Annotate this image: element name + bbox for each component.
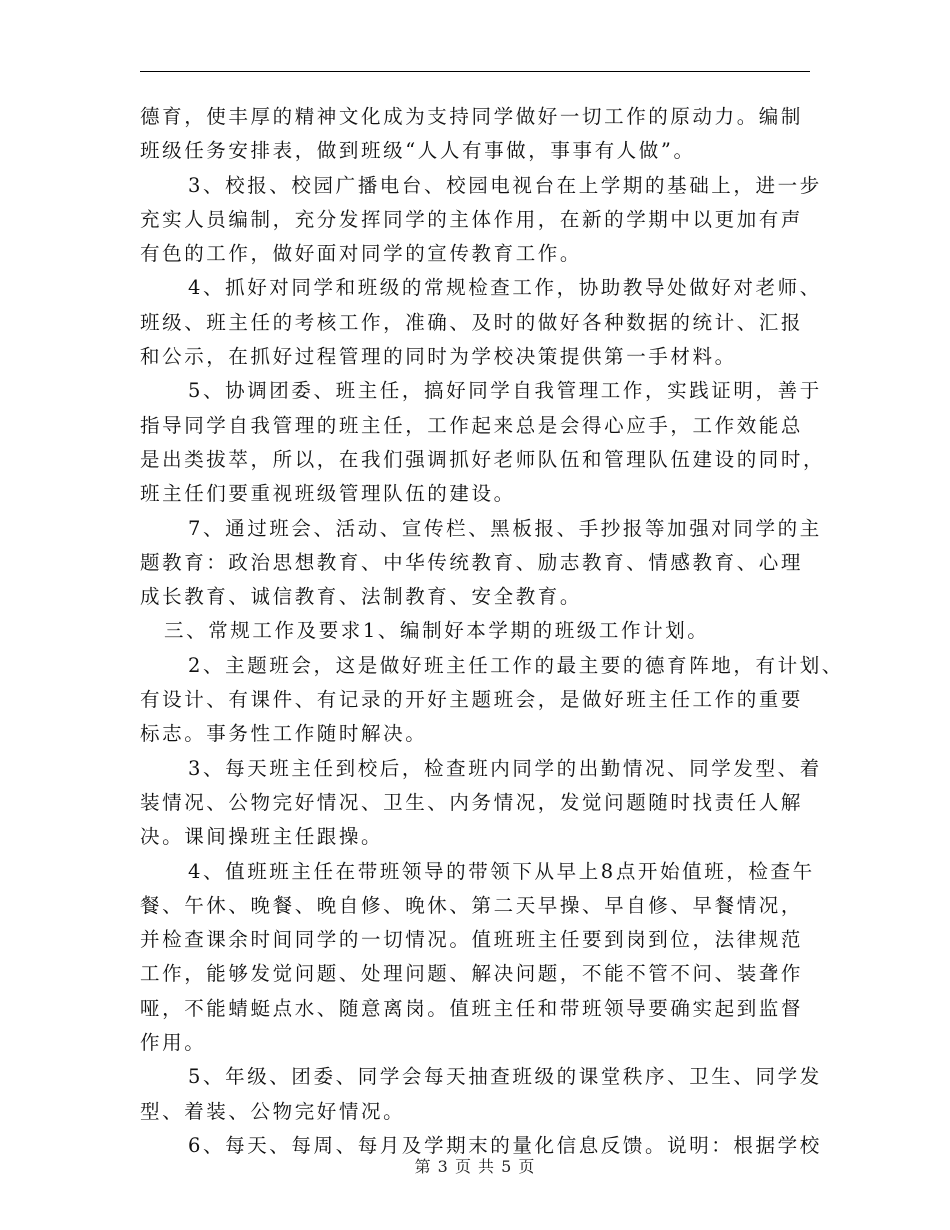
text-line: 哑，不能蜻蜓点水、随意离岗。值班主任和带班领导要确实起到监督	[140, 996, 804, 1020]
text-line: 有色的工作，做好面对同学的宣传教育工作。	[140, 242, 583, 266]
text-line: 成长教育、诚信教育、法制教育、安全教育。	[140, 585, 583, 609]
text-line: 3、每天班主任到校后，检查班内同学的出勤情况、同学发型、着	[188, 756, 822, 780]
text-line: 指导同学自我管理的班主任，工作起来总是会得心应手，工作效能总	[140, 413, 804, 437]
text-line: 决。课间操班主任跟操。	[140, 825, 384, 849]
text-line: 充实人员编制，充分发挥同学的主体作用，在新的学期中以更加有声	[140, 207, 804, 231]
text-line: 是出类拔萃，所以，在我们强调抓好老师队伍和管理队伍建设的同时，	[140, 447, 826, 471]
text-line: 并检查课余时间同学的一切情况。值班班主任要到岗到位，法律规范	[140, 928, 804, 952]
text-line: 标志。事务性工作随时解决。	[140, 722, 428, 746]
text-line: 班主任们要重视班级管理队伍的建设。	[140, 482, 516, 506]
page-number: 第 3 页 共 5 页	[414, 1157, 536, 1176]
header-rule	[140, 71, 810, 72]
document-body	[140, 100, 844, 1163]
text-line: 班级、班主任的考核工作，准确、及时的做好各种数据的统计、汇报	[140, 310, 804, 334]
text-line: 4、抓好对同学和班级的常规检查工作，协助教导处做好对老师、	[188, 276, 822, 300]
text-line: 3、校报、校园广播电台、校园电视台在上学期的基础上，进一步	[188, 173, 822, 197]
text-line: 5、协调团委、班主任，搞好同学自我管理工作，实践证明，善于	[188, 379, 822, 403]
text-line: 题教育：政治思想教育、中华传统教育、励志教育、情感教育、心理	[140, 550, 804, 574]
text-line: 作用。	[140, 1031, 207, 1055]
text-line: 三、常规工作及要求1、编制好本学期的班级工作计划。	[164, 619, 710, 643]
text-line: 型、着装、公物完好情况。	[140, 1099, 406, 1123]
text-line: 2、主题班会，这是做好班主任工作的最主要的德育阵地，有计划、	[188, 653, 844, 677]
text-line: 有设计、有课件、有记录的开好主题班会，是做好班主任工作的重要	[140, 688, 804, 712]
text-line: 德育，使丰厚的精神文化成为支持同学做好一切工作的原动力。编制	[140, 105, 804, 128]
text-line: 7、通过班会、活动、宣传栏、黑板报、手抄报等加强对同学的主	[188, 516, 822, 540]
text-line: 班级任务安排表，做到班级“人人有事做，事事有人做”。	[140, 139, 696, 163]
text-line: 餐、午休、晚餐、晚自修、晚休、第二天早操、早自修、早餐情况，	[140, 893, 804, 917]
text-line: 工作，能够发觉问题、处理问题、解决问题，不能不管不问、装聋作	[140, 962, 804, 986]
text-line: 和公示，在抓好过程管理的同时为学校决策提供第一手材料。	[140, 345, 737, 369]
text-line: 5、年级、团委、同学会每天抽查班级的课堂秩序、卫生、同学发	[188, 1065, 822, 1089]
text-line: 4、值班班主任在带班领导的带领下从早上8点开始值班，检查午	[188, 859, 815, 883]
text-line: 装情况、公物完好情况、卫生、内务情况，发觉问题随时找责任人解	[140, 790, 804, 814]
text-line: 6、每天、每周、每月及学期末的量化信息反馈。说明：根据学校	[188, 1133, 822, 1157]
